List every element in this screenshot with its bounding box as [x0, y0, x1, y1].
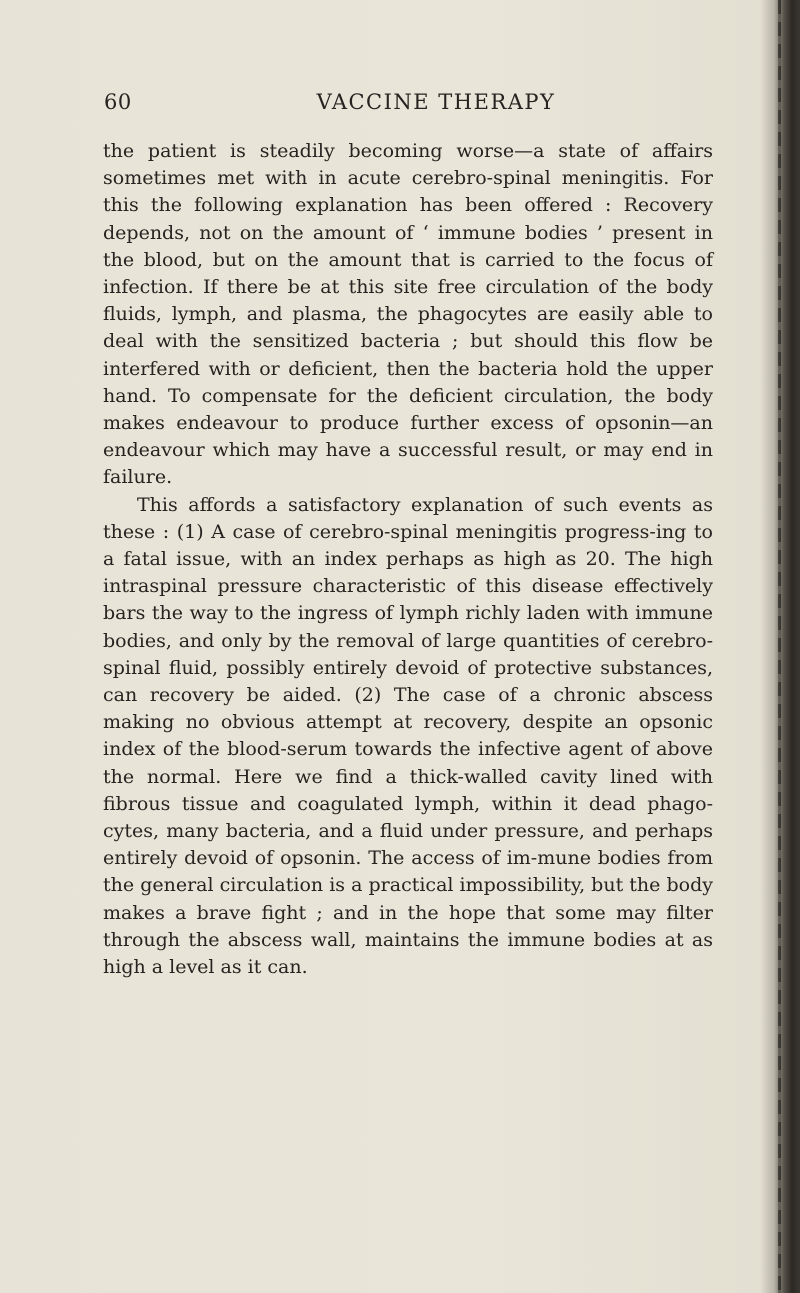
- paragraph: This affords a satisfactory explanation of such events as these : (1) A case of cerebro-spinal meningitis progress-ing to a fatal issue, with an index perhaps as high as 20. The high intraspinal pressure characteristic of this disease effectively bars the way to the ingress of lymph richly laden with immune bodies, and only by the removal of large quantities of cerebro-spinal fluid, possibly entirely devoid of protective substances, can recovery be aided. (2) The case of a chronic abscess making no obvious attempt at recovery, despite an opsonic index of the blood-serum towards the infective agent of above the normal. Here we find a thick-walled cavity lined with fibrous tissue and coagulated lymph, within it dead phago-cytes, many bacteria, and a fluid under pressure, and perhaps entirely devoid of opsonin. The access of im-mune bodies from the general circulation is a practical impossibility, but the body makes a brave fight ; and in the hope that some may filter through the abscess wall, maintains the immune bodies at as high a level as it can.: [103, 493, 713, 979]
- page-binding-edge: [760, 0, 800, 1293]
- page-header: [104, 90, 728, 124]
- body-text: [103, 138, 713, 981]
- paragraph: the patient is steadily becoming worse—a state of affairs sometimes met with in acute cerebro-spinal meningitis. For this the following explanation has been offered : Recovery depends, not on the amount of ‘ immune bodies ’ present in the blood, but on the amount that is carried to the focus of infection. If there be at this site free circulation of the body fluids, lymph, and plasma, the phagocytes are easily able to deal with the sensitized bacteria ; but should this flow be interfered with or deficient, then the bacteria hold the upper hand. To compensate for the deficient circulation, the body makes endeavour to produce further excess of opsonin—an endeavour which may have a successful result, or may end in failure.: [103, 140, 713, 489]
- page-number: 60: [104, 90, 132, 114]
- running-head: VACCINE THERAPY: [316, 90, 556, 114]
